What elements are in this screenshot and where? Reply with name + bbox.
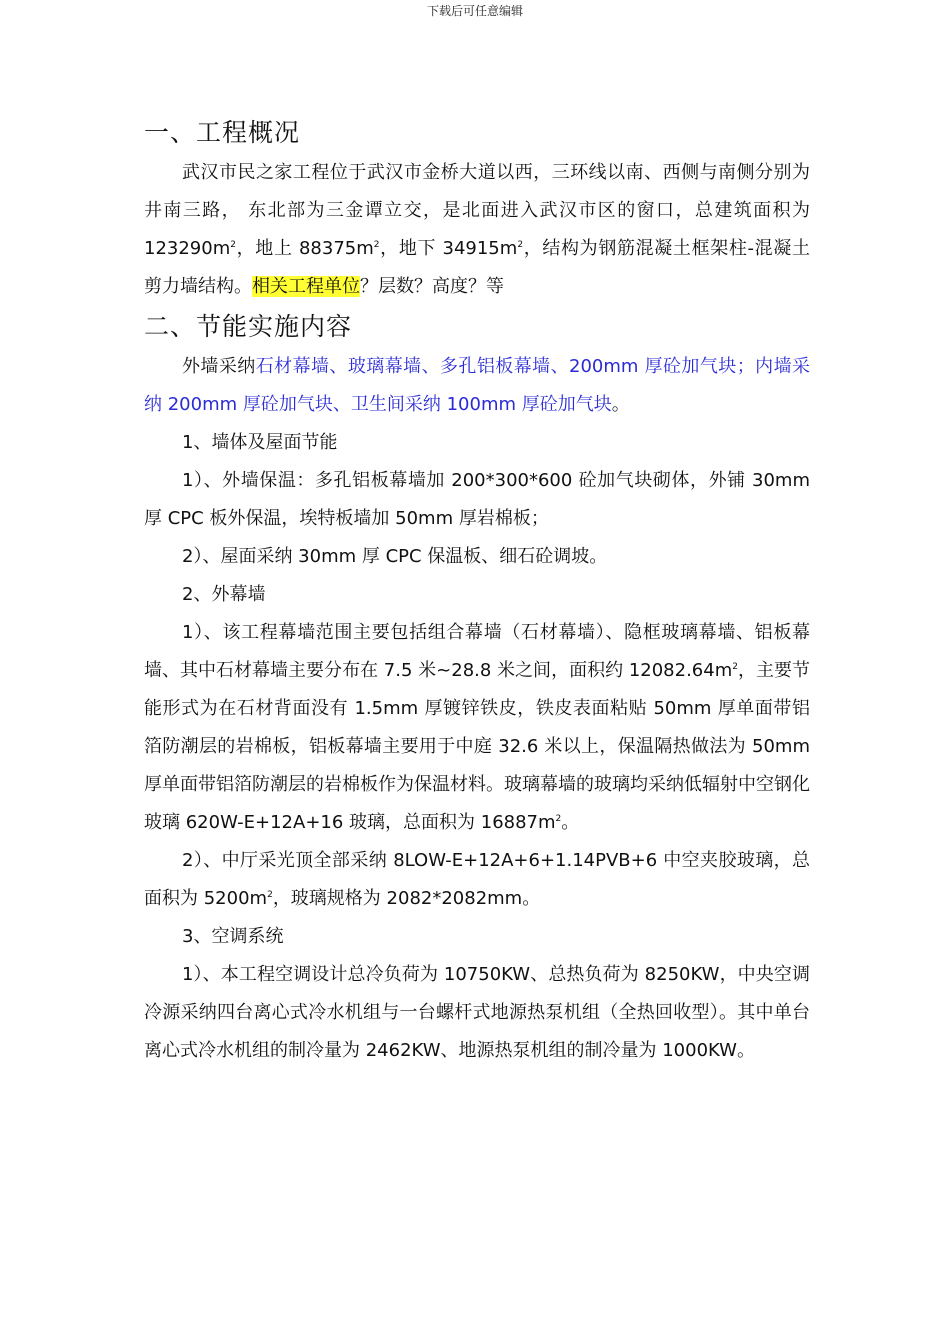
section-title-overview: 一、工程概况 <box>144 118 301 147</box>
superscript: 2 <box>517 240 524 250</box>
hvac-paragraph: 1）、本工程空调设计总冷负荷为 10750KW、总热负荷为 8250KW，中央空调冷源采纳四台离心式冷水机组与一台螺杆式地源热泵机组（全热回收型）。其中单台离心式冷水机组的制冷量为 2462KW、地源热泵机组的制冷量为 1000KW。 <box>144 964 810 1061</box>
overview-text-d: ，结构为钢筋混凝土框架柱-混凝土剪力墙结构。 <box>144 238 810 297</box>
roof-paragraph: 2）、屋面采纳 30mm 厚 CPC 保温板、细石砼调坡。 <box>182 546 608 567</box>
energy-intro-b: 。 <box>611 394 630 415</box>
subheading-wall-roof: 1、墙体及屋面节能 <box>182 432 338 453</box>
curtain-text-c: 。 <box>561 812 580 833</box>
curtain-text-b: ，主要节能形式为在石材背面没有 1.5mm 厚镀锌铁皮，铁皮表面粘贴 50mm 厚单面带铝箔防潮层的岩棉板，铝板幕墙主要用于中庭 32.6 米以上，保温隔热做法为 50mm 厚单面带铝箔防潮层的岩棉板作为保温材料。玻璃幕墙的玻璃均采纳低辐射中空钢化玻璃 620W-E+12A+16 玻璃，总面积为 16887m <box>144 660 811 833</box>
skylight-text-a: 2）、中厅采光顶全部采纳 8LOW-E+12A+6+1.14PVB+6 中空夹胶玻璃，总面积为 5200m <box>144 850 810 909</box>
curtain-wall-paragraph <box>144 614 810 842</box>
superscript: 2 <box>267 890 273 900</box>
superscript: 2 <box>555 814 562 824</box>
overview-text-b: ，地上 88375m <box>235 238 374 259</box>
superscript: 2 <box>732 662 738 672</box>
section-title-energy: 二、节能实施内容 <box>144 312 353 341</box>
highlighted-text: 相关工程单位 <box>252 276 360 297</box>
page-header: 下载后可任意编辑 <box>426 4 523 18</box>
superscript: 2 <box>373 240 380 250</box>
curtain-text-a: 1）、该工程幕墙范围主要包括组合幕墙（石材幕墙）、隐框玻璃幕墙、铝板幕墙、其中石材幕墙主要分布在 7.5 米~28.8 米之间，面积约 12082.64m <box>144 622 810 681</box>
document-body <box>144 112 810 1070</box>
wall-insulation-paragraph: 1）、外墙保温：多孔铝板幕墙加 200*300*600 砼加气块砌体，外铺 30mm 厚 CPC 板外保温，埃特板墙加 50mm 厚岩棉板； <box>144 470 810 529</box>
overview-text-c: ，地下 34915m <box>379 238 518 259</box>
skylight-paragraph <box>144 842 810 918</box>
overview-text-a: 武汉市民之家工程位于武汉市金桥大道以西，三环线以南、西侧与南侧分别为井南三路， 东北部为三金谭立交，是北面进入武汉市区的窗口，总建筑面积为 123290m <box>144 162 810 259</box>
subheading-curtain-wall: 2、外幕墙 <box>182 584 266 605</box>
superscript: 2 <box>230 240 236 250</box>
skylight-text-b: ，玻璃规格为 2082*2082mm。 <box>272 888 541 909</box>
subheading-hvac: 3、空调系统 <box>182 926 284 947</box>
blue-text: 石材幕墙、玻璃幕墙、多孔铝板幕墙、200mm 厚砼加气块；内墙采纳 200mm 厚砼加气块、卫生间采纳 100mm 厚砼加气块 <box>144 356 810 415</box>
energy-intro-paragraph <box>144 348 810 424</box>
overview-text-e: ？层数？高度？等 <box>360 276 504 297</box>
energy-intro-a: 外墙采纳 <box>182 356 256 377</box>
overview-paragraph <box>144 154 810 306</box>
